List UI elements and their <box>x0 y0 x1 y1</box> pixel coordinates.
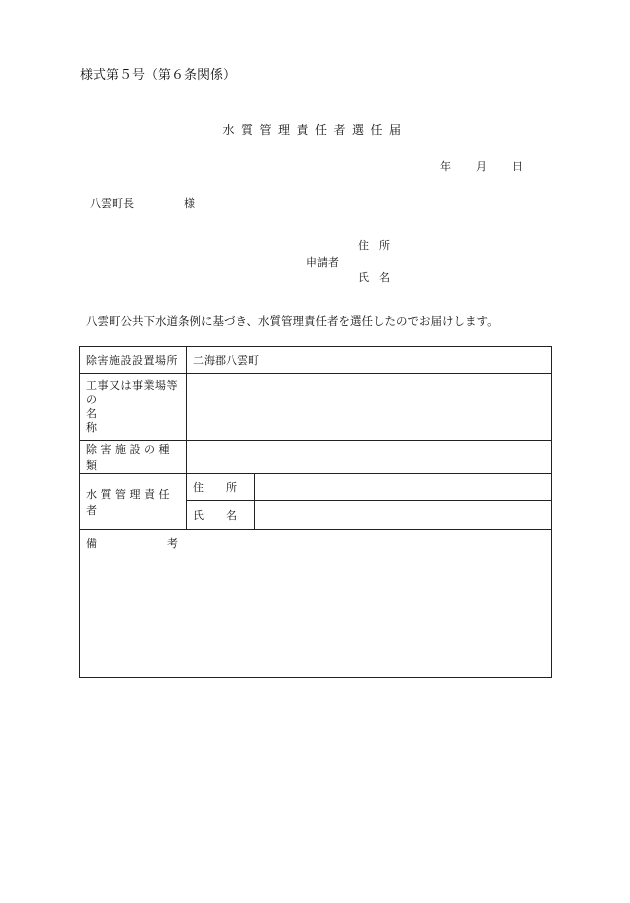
project-name-label <box>80 374 187 441</box>
table-row <box>80 374 552 441</box>
form-table <box>79 346 552 678</box>
table-row <box>80 474 552 501</box>
document-title: 水質管理責任者選任届 <box>222 123 408 137</box>
manager-address-value[interactable] <box>255 474 552 501</box>
facility-type-label: 除害施設の種類 <box>80 441 187 474</box>
facility-location-label: 除害施設設置場所 <box>80 347 187 374</box>
project-name-label-line2: の名称 <box>86 393 137 434</box>
addressee-name: 八雲町長 <box>90 197 134 210</box>
manager-name-value[interactable] <box>255 501 552 530</box>
applicant-address-label: 住所 <box>358 239 400 252</box>
remarks-label: 備考 <box>86 537 248 550</box>
date-month-label: 月 <box>476 160 487 173</box>
date-year-label: 年 <box>440 160 451 173</box>
manager-address-label: 住所 <box>187 474 255 501</box>
project-name-value[interactable] <box>187 374 552 441</box>
project-name-label-line1: 工事又は事業場等 <box>86 379 178 392</box>
remarks-field[interactable] <box>80 530 552 678</box>
table-row <box>80 530 552 678</box>
table-row <box>80 441 552 474</box>
manager-name-label: 氏名 <box>187 501 255 530</box>
addressee-honorific: 様 <box>184 197 195 210</box>
date-day-label: 日 <box>512 160 523 173</box>
facility-location-value[interactable]: 二海郡八雲町 <box>187 347 552 374</box>
table-row <box>80 347 552 374</box>
facility-type-value[interactable] <box>187 441 552 474</box>
applicant-label: 申請者 <box>306 256 339 269</box>
manager-label: 水質管理責任者 <box>80 474 187 530</box>
applicant-name-label: 氏名 <box>358 271 400 284</box>
form-number: 様式第５号（第６条関係） <box>80 68 237 83</box>
statement-text: 八雲町公共下水道条例に基づき、水質管理責任者を選任したのでお届けします。 <box>86 314 499 328</box>
